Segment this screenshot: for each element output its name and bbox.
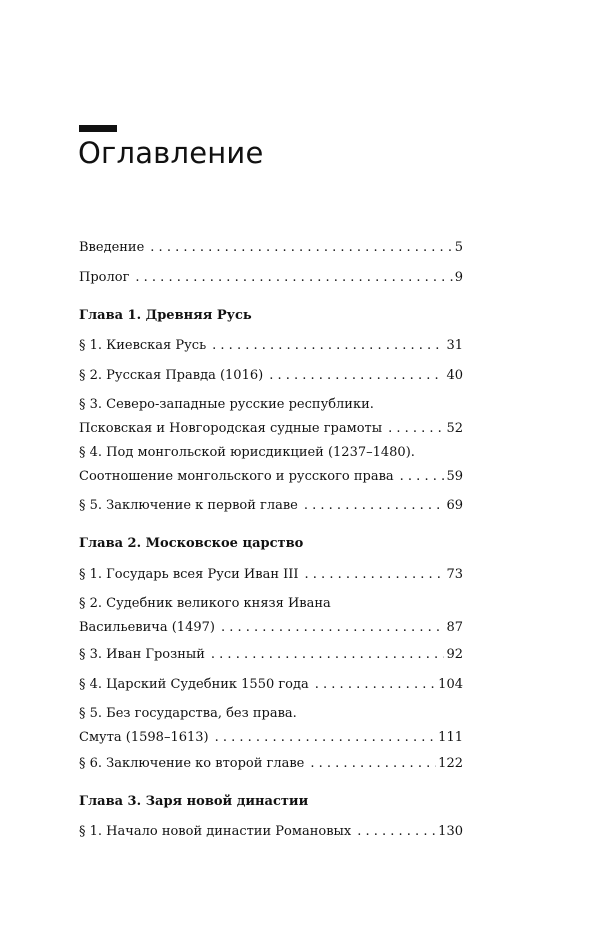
toc-entry[interactable]: [79, 596, 463, 636]
dot-leader: [150, 240, 452, 256]
toc-entry-title: Пролог: [79, 270, 130, 285]
toc-page-number: 9: [454, 270, 463, 285]
toc-page-number: 104: [438, 677, 463, 692]
toc-page-number: 5: [454, 240, 463, 255]
toc-entry-title-line1: § 2. Судебник великого князя Ивана: [79, 596, 331, 611]
toc-page-number: 59: [446, 469, 463, 484]
dot-leader: [212, 338, 444, 354]
dot-leader: [315, 677, 436, 693]
chapter-1-heading: Глава 1. Древняя Русь: [79, 308, 252, 323]
heading-accent-bar: [79, 125, 117, 132]
dot-leader: [211, 647, 445, 663]
chapter-3-heading: Глава 3. Заря новой династии: [79, 794, 309, 809]
toc-entry-title: Смута (1598–1613): [79, 730, 209, 745]
toc-entry-prologue[interactable]: [79, 270, 463, 286]
toc-entry[interactable]: [79, 397, 463, 437]
toc-entry-title: § 2. Русская Правда (1016): [79, 368, 264, 383]
dot-leader: [357, 824, 436, 840]
dot-leader: [400, 469, 445, 485]
toc-entry-title: Введение: [79, 240, 145, 255]
toc-entry-title-line1: § 3. Северо-западные русские республики.: [79, 397, 374, 412]
toc-entry-title: Васильевича (1497): [79, 620, 215, 635]
toc-entry[interactable]: [79, 756, 463, 772]
toc-entry-title: § 5. Заключение к первой главе: [79, 498, 298, 513]
dot-leader: [215, 730, 437, 746]
dot-leader: [221, 620, 444, 636]
page-title: Оглавление: [78, 136, 264, 170]
toc-entry-title: § 3. Иван Грозный: [79, 647, 205, 662]
toc-entry-title: § 6. Заключение ко второй главе: [79, 756, 305, 771]
toc-entry[interactable]: [79, 647, 463, 663]
toc-entry[interactable]: [79, 498, 463, 514]
toc-entry[interactable]: [79, 706, 463, 746]
toc-page-number: 73: [446, 567, 463, 582]
toc-entry-title: § 1. Начало новой династии Романовых: [79, 824, 352, 839]
toc-entry-title: Соотношение монгольского и русского права: [79, 469, 394, 484]
toc-entry-title: § 4. Царский Судебник 1550 года: [79, 677, 309, 692]
toc-page-number: 130: [438, 824, 463, 839]
toc-entry[interactable]: [79, 677, 463, 693]
toc-page-number: 52: [446, 421, 463, 436]
toc-page-number: 122: [438, 756, 463, 771]
toc-entry-title: § 1. Государь всея Руси Иван III: [79, 567, 299, 582]
dot-leader: [388, 421, 444, 437]
toc-entry[interactable]: [79, 368, 463, 384]
toc-entry-intro[interactable]: [79, 240, 463, 256]
chapter-2-heading: Глава 2. Московское царство: [79, 536, 304, 551]
toc-entry-title: § 1. Киевская Русь: [79, 338, 207, 353]
toc-entry[interactable]: [79, 338, 463, 354]
dot-leader: [304, 498, 445, 514]
dot-leader: [310, 756, 436, 772]
toc-page-number: 111: [438, 730, 463, 745]
toc-page-number: 69: [446, 498, 463, 513]
toc-entry[interactable]: [79, 567, 463, 583]
toc-page-number: 31: [446, 338, 463, 353]
toc-page-number: 40: [446, 368, 463, 383]
toc-page-number: 92: [446, 647, 463, 662]
toc-entry[interactable]: [79, 445, 463, 485]
toc-page-number: 87: [446, 620, 463, 635]
dot-leader: [305, 567, 445, 583]
toc-entry-title-line1: § 5. Без государства, без права.: [79, 706, 297, 721]
dot-leader: [269, 368, 444, 384]
toc-entry[interactable]: [79, 824, 463, 840]
toc-entry-title: Псковская и Новгородская судные грамоты: [79, 421, 383, 436]
toc-entry-title-line1: § 4. Под монгольской юрисдикцией (1237–1480).: [79, 445, 415, 460]
dot-leader: [135, 270, 452, 286]
